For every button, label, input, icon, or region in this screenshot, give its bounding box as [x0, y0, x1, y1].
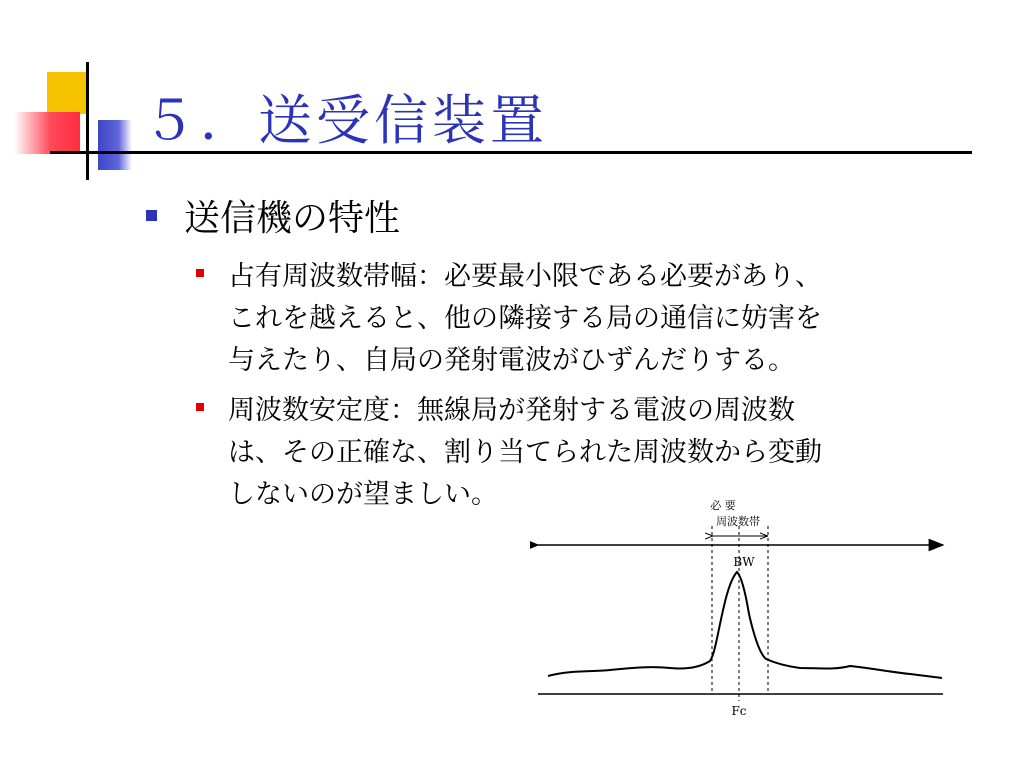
- square-bullet-icon: [196, 269, 204, 277]
- label-required: 必 要: [710, 499, 736, 512]
- decoration-vertical-line: [86, 62, 89, 180]
- decoration-horizontal-line: [50, 151, 86, 154]
- bullet-text-line: は、その正確な、割り当てられた周波数から変動: [228, 437, 822, 468]
- label-fc: Fc: [731, 704, 747, 718]
- square-bullet-icon: [196, 403, 204, 411]
- decoration-yellow-square: [47, 72, 87, 114]
- slide-title: ５．送受信装置: [142, 89, 548, 152]
- decoration-red-square: [14, 112, 80, 154]
- bullet-text-line: 占有周波数帯幅：必要最小限である必要があり、: [228, 261, 822, 292]
- label-frequency-band: 周波数帯: [716, 515, 760, 528]
- square-bullet-icon: [146, 210, 157, 221]
- bullet-text-line: しないのが望ましい。: [228, 479, 498, 510]
- spectrum-curve: [548, 572, 942, 678]
- bullet-text-line: これを越えると、他の隣接する局の通信に妨害を: [228, 303, 822, 334]
- bullet-text: 送信機の特性: [184, 198, 401, 239]
- bandwidth-diagram: [530, 496, 950, 726]
- label-bw: BW: [733, 555, 755, 569]
- decoration-blue-square: [98, 120, 132, 170]
- bullet-text-line: 周波数安定度：無線局が発射する電波の周波数: [228, 395, 795, 426]
- bullet-text-line: 与えたり、自局の発射電波がひずんだりする。: [228, 345, 795, 376]
